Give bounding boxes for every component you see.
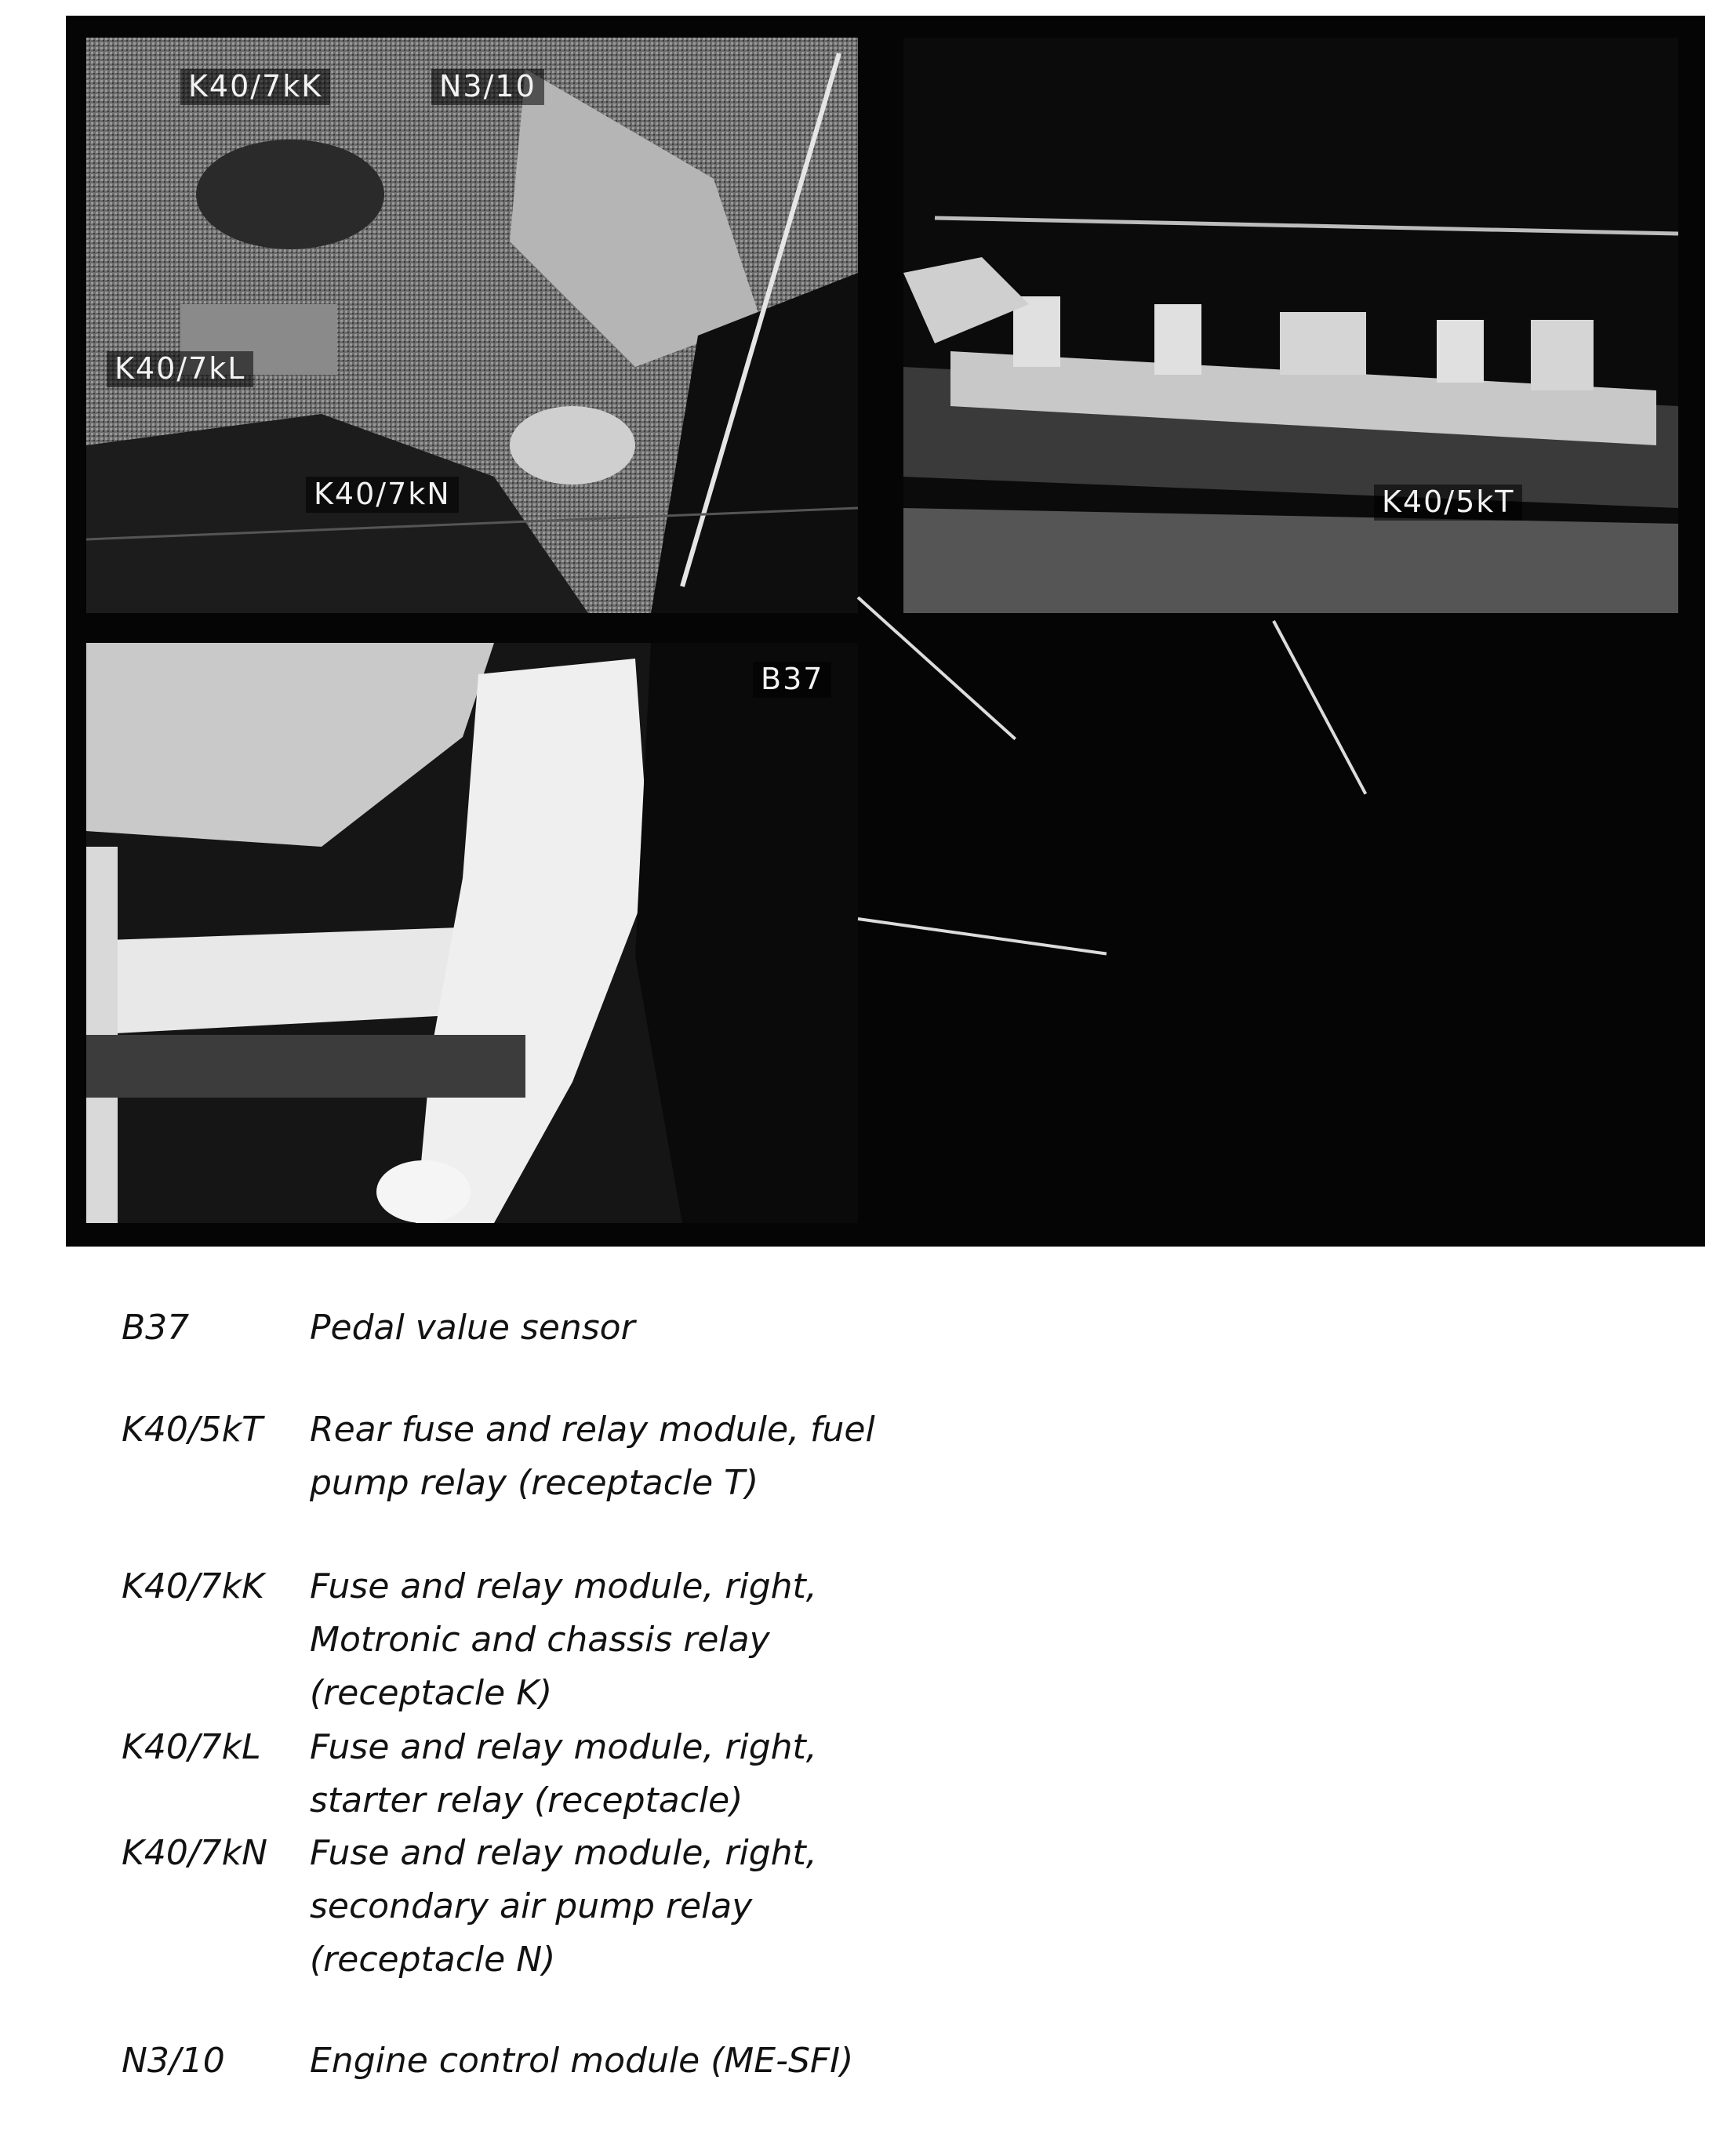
legend-description [310, 1301, 937, 1355]
legend-description-line: Fuse and relay module, right, [310, 1727, 817, 1767]
legend-description-line: Rear fuse and relay module, fuel [310, 1410, 875, 1450]
legend-description-line: starter relay (receptacle) [310, 1780, 743, 1820]
engine-compartment-image [86, 38, 858, 613]
callout-k40-7kk: K40/7kK [180, 69, 330, 105]
photo-panel-rear-relay-module [903, 38, 1678, 613]
legend-item-k40-7kl [122, 1721, 937, 1828]
leader-line-b37 [858, 917, 1107, 955]
legend-code: B37 [122, 1308, 190, 1348]
legend-description [310, 1403, 937, 1510]
callout-k40-7kn: K40/7kN [306, 477, 459, 513]
legend-item-n3-10 [122, 2034, 937, 2088]
legend-description-line: Fuse and relay module, right, [310, 1833, 817, 1873]
legend-code: N3/10 [122, 2041, 225, 2081]
legend-item-k40-7kn [122, 1827, 937, 1987]
legend-description-line: (receptacle K) [310, 1673, 553, 1713]
photo-panel-pedal [86, 643, 858, 1223]
legend-code: K40/5kT [122, 1410, 263, 1450]
callout-n3-10: N3/10 [431, 69, 544, 105]
legend-description [310, 1721, 937, 1828]
callout-b37: B37 [753, 662, 831, 698]
legend-item-k40-7kk [122, 1560, 937, 1720]
legend-description [310, 1560, 937, 1720]
legend-description-line: pump relay (receptacle T) [310, 1463, 759, 1503]
legend-description [310, 2034, 937, 2088]
component-location-photo [66, 16, 1705, 1247]
callout-k40-7kl: K40/7kL [107, 351, 253, 387]
leader-line-k40-5kt [1272, 620, 1367, 795]
leader-line-n3-10 [857, 597, 1016, 741]
legend-description-line: Engine control module (ME-SFI) [310, 2041, 854, 2081]
photo-panel-engine-compartment [86, 38, 858, 613]
legend-description-line: Pedal value sensor [310, 1308, 635, 1348]
callout-k40-5kt: K40/5kT [1374, 485, 1522, 521]
legend-code: K40/7kN [122, 1833, 268, 1873]
legend-description-line: secondary air pump relay [310, 1886, 753, 1926]
rear-relay-module-image [903, 38, 1678, 613]
legend-item-b37 [122, 1301, 937, 1355]
legend-description-line: (receptacle N) [310, 1940, 556, 1980]
pedal-image [86, 643, 858, 1223]
legend-item-k40-5kt [122, 1403, 937, 1510]
legend-code: K40/7kL [122, 1727, 261, 1767]
legend-code: K40/7kK [122, 1566, 264, 1606]
legend-description-line: Motronic and chassis relay [310, 1620, 770, 1660]
legend-description-line: Fuse and relay module, right, [310, 1566, 817, 1606]
legend-description [310, 1827, 937, 1987]
